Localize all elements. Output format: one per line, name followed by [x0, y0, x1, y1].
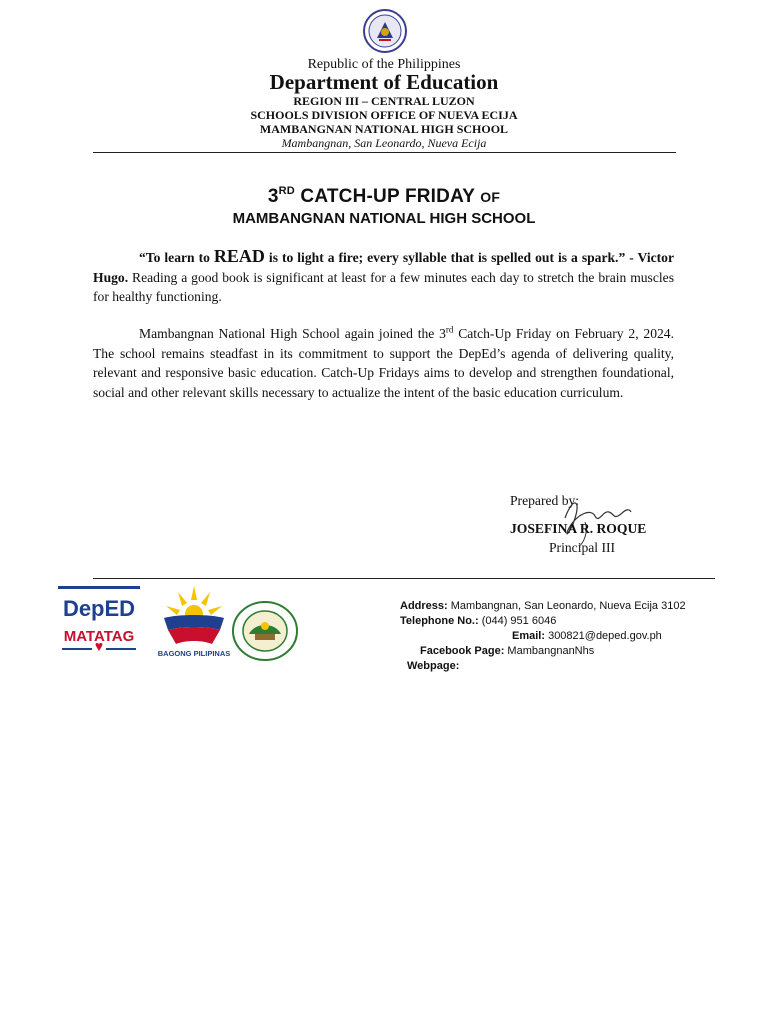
contact-address [400, 600, 686, 612]
title-main-text: CATCH-UP FRIDAY [294, 186, 481, 207]
signatory-name: JOSEFINA R. ROQUE [510, 521, 647, 536]
contact-email [512, 630, 662, 642]
paragraph2-part2: Catch-Up Friday on February 2, 2024. The school remains steadfast in its commitment to support the DepEd’s agenda of delivering quality, relevant and responsive basic education. Catch-Up Fridays aims to develop and strengthen foundational, social and other relevant skills necessary to actualize the intent of the basic education curriculum. [93, 326, 674, 400]
header-division: SCHOOLS DIVISION OFFICE OF NUEVA ECIJA [250, 108, 518, 122]
header-address: Mambangnan, San Leonardo, Nueva Ecija [281, 136, 487, 150]
paragraph-catchup [93, 324, 674, 402]
paragraph2-sup: rd [445, 324, 454, 335]
paragraph1-rest: Reading a good book is significant at least for a few minutes each day to stretch the brain muscles for healthy functioning. [93, 269, 674, 304]
header-divider [93, 152, 676, 153]
bagong-pilipinas-text: BAGONG PILIPINAS [158, 649, 230, 658]
address-value: Mambangnan, San Leonardo, Nueva Ecija 3102 [447, 600, 686, 612]
email-value: 300821@deped.gov.ph [545, 630, 662, 642]
deped-logo-text: DepED [62, 596, 136, 621]
document-subtitle: MAMBANGNAN NATIONAL HIGH SCHOOL [232, 210, 536, 227]
header-region: REGION III – CENTRAL LUZON [293, 94, 475, 108]
address-label: Address: [400, 600, 448, 612]
quote-read: READ [213, 246, 265, 266]
contact-telephone [400, 615, 556, 627]
title-ordinal-number: 3 [267, 186, 279, 207]
webpage-label: Webpage: [407, 660, 460, 672]
bagong-pilipinas-logo-icon [158, 584, 230, 660]
quote-end: is to light a fire; every syllable that is spelled out is a spark.” - Victor Hugo. [93, 250, 674, 285]
header-school: MAMBANGNAN NATIONAL HIGH SCHOOL [259, 122, 509, 136]
facebook-label: Facebook Page: [420, 645, 505, 657]
deped-matatag-logo-icon [58, 586, 140, 658]
telephone-label: Telephone No.: [400, 615, 479, 627]
signatory-position: Principal III [549, 540, 616, 555]
handwritten-signature-icon [555, 488, 635, 548]
paragraph2-part1: Mambangnan National High School again joined the 3 [139, 326, 446, 341]
deped-seal-icon [362, 8, 408, 54]
contact-facebook [420, 645, 594, 657]
telephone-value: (044) 951 6046 [478, 615, 557, 627]
header-department: Department of Education [269, 70, 499, 94]
facebook-value: MambangnanNhs [504, 645, 595, 657]
contact-webpage [407, 660, 459, 672]
paragraph-quote [93, 247, 674, 307]
email-label: Email: [512, 630, 546, 642]
prepared-by-label: Prepared by: [510, 493, 580, 508]
footer-divider [93, 578, 715, 579]
quote-start: “To learn to [139, 250, 214, 265]
title-of: OF [480, 189, 501, 205]
school-logo-icon [231, 600, 299, 662]
matatag-logo-text: MATATAG [63, 628, 135, 645]
header-republic: Republic of the Philippines [307, 57, 461, 72]
title-ordinal-suffix: RD [278, 185, 295, 197]
document-title [0, 185, 768, 208]
